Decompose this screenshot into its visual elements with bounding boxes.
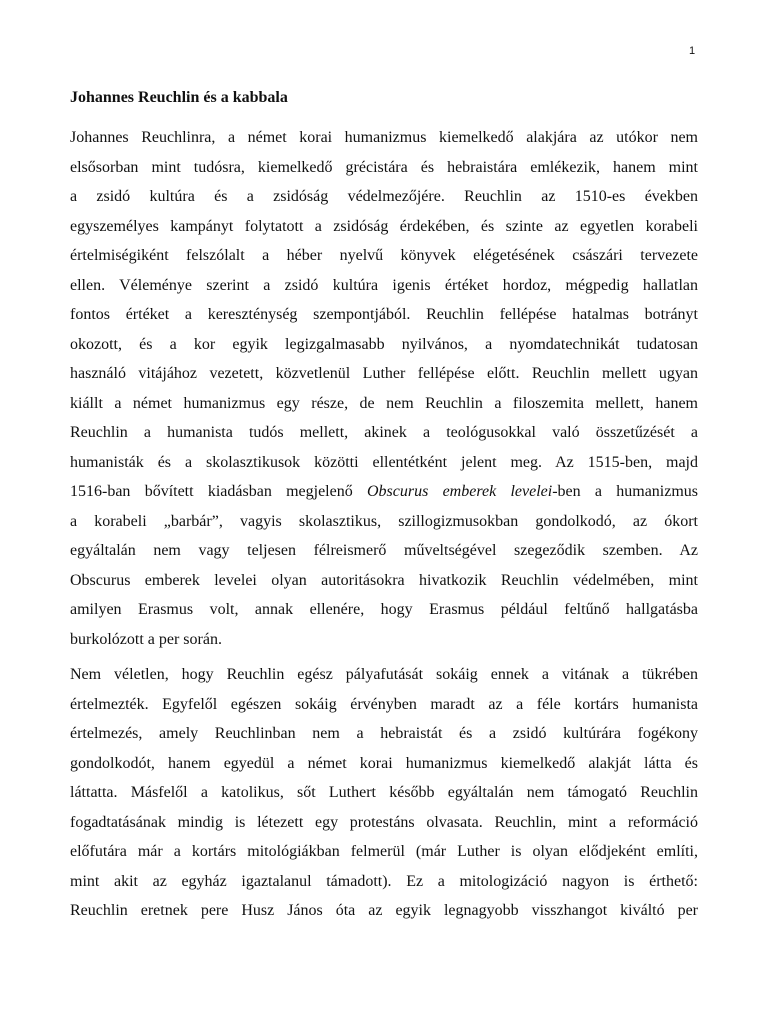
text-segment: -ben a humanizmus xyxy=(552,483,699,500)
text-line: ellen. Véleménye szerint a zsidó kultúra igenis értéket hordoz, mégpedig hallatlan xyxy=(70,276,698,294)
text-line: gondolkodót, hanem egyedül a német korai humanizmus kiemelkedő alakját látta és xyxy=(70,754,698,772)
text-line: Reuchlin a humanista tudós mellett, akinek a teológusokkal való összetűzését a xyxy=(70,424,698,441)
text-line: használó vitájához vezetett, közvetlenül Luther fellépése előtt. Reuchlin mellett ugyan xyxy=(70,365,698,382)
text-line: burkolózott a per során. xyxy=(70,630,222,648)
text-line: Obscurus emberek levelei olyan autoritásokra hivatkozik Reuchlin védelmében, mint xyxy=(70,571,698,589)
text-line: okozott, és a kor egyik legizgalmasabb nyilvános, a nyomdatechnikát tudatosan xyxy=(70,335,698,353)
text-line: elsősorban mint tudósra, kiemelkedő grécistára és hebraistára emlékezik, hanem mint xyxy=(70,158,698,176)
text-line: láttatta. Másfelől a katolikus, sőt Luthert később egyáltalán nem támogató Reuchlin xyxy=(70,784,698,801)
paragraph-1 xyxy=(70,123,698,654)
text-line: előfutára már a kortárs mitológiákban felmerül (már Luther is olyan elődjeként említi, xyxy=(70,843,698,860)
text-segment: 1516-ban bővített kiadásban megjelenő xyxy=(70,483,367,500)
page-number: 1 xyxy=(689,45,696,57)
text-line: értelmiségiként felszólalt a héber nyelvű könyvek elégetésének császári tervezete xyxy=(70,247,698,264)
text-line: Nem véletlen, hogy Reuchlin egész pályafutását sokáig ennek a vitának a tükrében xyxy=(70,666,698,683)
text-line: a zsidó kultúra és a zsidóság védelmezőjére. Reuchlin az 1510-es években xyxy=(70,188,698,205)
text-line: egyáltalán nem vagy teljesen félreismerő műveltségével szegeződik szemben. Az xyxy=(70,542,698,559)
document-title: Johannes Reuchlin és a kabbala xyxy=(70,89,288,106)
text-line: értelmezték. Egyfelől egészen sokáig érvényben maradt az a féle kortárs humanista xyxy=(70,695,698,713)
text-line: fontos értéket a kereszténység szempontjából. Reuchlin fellépése hatalmas botrányt xyxy=(70,306,698,323)
text-line-with-italic-title xyxy=(70,477,698,507)
text-line: fogadtatásának mindig is létezett egy protestáns olvasata. Reuchlin, mint a reformáció xyxy=(70,813,698,831)
text-line: humanisták és a skolasztikusok közötti ellentétként jelent meg. Az 1515-ben, majd xyxy=(70,453,698,471)
text-line: mint akit az egyház igaztalanul támadott). Ez a mitologizáció nagyon is érthető: xyxy=(70,872,698,890)
paragraph-2 xyxy=(70,660,698,926)
text-line: Reuchlin eretnek pere Husz János óta az egyik legnagyobb visszhangot kiváltó per xyxy=(70,902,698,919)
text-line: Johannes Reuchlinra, a német korai humanizmus kiemelkedő alakjára az utókor nem xyxy=(70,129,698,146)
text-line: a korabeli „barbár”, vagyis skolasztikus, szillogizmusokban gondolkodó, az ókort xyxy=(70,512,698,530)
text-line: amilyen Erasmus volt, annak ellenére, hogy Erasmus például feltűnő hallgatásba xyxy=(70,601,698,618)
document-body xyxy=(70,123,698,926)
text-line: kiállt a német humanizmus egy része, de nem Reuchlin a filoszemita mellett, hanem xyxy=(70,394,698,412)
italic-book-title: Obscurus emberek levelei xyxy=(366,483,553,500)
text-line: értelmezés, amely Reuchlinban nem a hebraistát és a zsidó kultúrára fogékony xyxy=(70,725,698,742)
text-line: egyszemélyes kampányt folytatott a zsidóság érdekében, és szinte az egyetlen korabeli xyxy=(70,217,698,235)
